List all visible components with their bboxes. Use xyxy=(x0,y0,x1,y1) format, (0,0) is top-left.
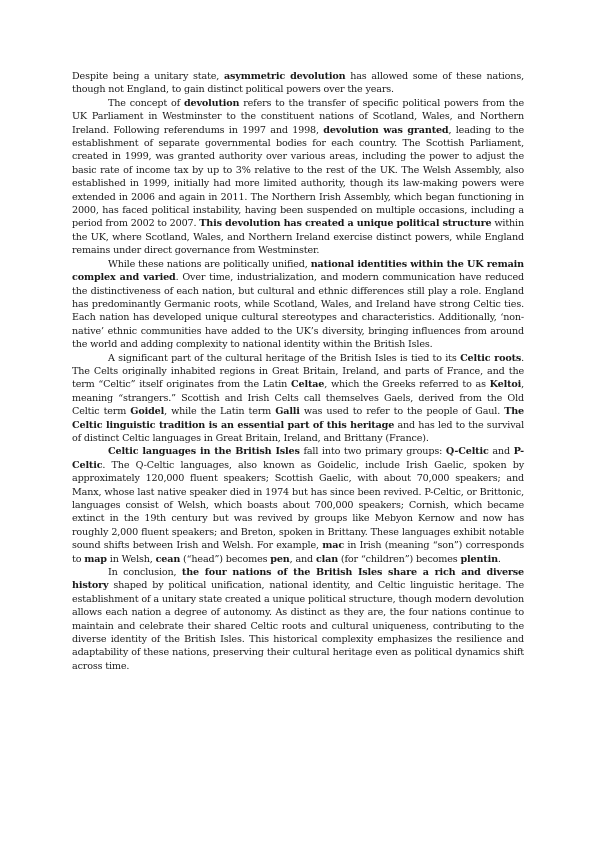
bold-text: The Celtic linguistic tradition is an essential part of this heritage xyxy=(72,406,524,431)
text-run: in Irish (meaning “son”) corresponds to xyxy=(72,540,525,565)
bold-text: asymmetric devolution xyxy=(223,71,346,82)
paragraph xyxy=(72,352,524,446)
bold-text: Celtic roots xyxy=(460,352,522,364)
bold-text: Keltoi xyxy=(489,379,522,391)
text-run: (for “children”) becomes xyxy=(338,553,461,565)
text-run: , meaning “strangers.” Scottish and Irish Celts call themselves Gaels, derived from the Old Celtic term xyxy=(72,379,524,418)
text-run: A significant part of the cultural heritage of the British Isles is tied to its xyxy=(108,352,461,364)
document-body xyxy=(72,70,524,673)
bold-text: mac xyxy=(322,540,345,552)
paragraph xyxy=(72,70,524,97)
bold-text: cean xyxy=(155,553,181,565)
bold-text: P-Celtic xyxy=(72,446,524,471)
bold-text: Celtae xyxy=(291,379,325,391)
bold-text: clan xyxy=(315,553,339,565)
text-run: fall into two primary groups: xyxy=(299,446,446,458)
text-run: , and xyxy=(289,553,316,565)
text-run: . xyxy=(497,553,501,565)
text-run: . The Celts originally inhabited regions in Great Britain, Ireland, and parts of France, and the term “Celtic” itself originates from the Latin xyxy=(72,352,525,391)
bold-text: Goidel xyxy=(130,406,165,418)
text-run: and xyxy=(488,446,514,458)
text-run: within the UK, where Scotland, Wales, and Northern Ireland exercise distinct powers, while England remains under direct governance from Westminster. xyxy=(72,218,525,257)
bold-text: Galli xyxy=(275,406,300,418)
text-run: Despite being a unitary state, xyxy=(72,71,224,82)
text-run: While these nations are politically unified, xyxy=(108,258,311,270)
bold-text: devolution xyxy=(183,97,240,109)
paragraph xyxy=(72,445,524,566)
text-run: refers to the transfer of specific political powers from the UK Parliament in Westminster to the constituent nations of Scotland, Wales, and Northern Ireland. Following referendums in 1997 and 1998, xyxy=(72,97,524,136)
text-run: , leading to the establishment of separate governmental bodies for each country. The Scottish Parliament, created in 1999, was granted authority over various areas, including the power to adjust the basic rate of income tax by up to 3% relative to the rest of the UK. The Welsh Assembly, also established in 1999, initially had more limited authority, though its law-making powers were extended in 2006 and again in 2011. The Northern Irish Assembly, which began functioning in 2000, has faced political instability, having been suspended on multiple occasions, including a period from 2002 to 2007. xyxy=(72,124,525,230)
bold-text: map xyxy=(84,553,107,565)
bold-text: This devolution has created a unique political structure xyxy=(199,218,492,230)
bold-text: the four nations of the British Isles share a rich and diverse history xyxy=(72,567,525,592)
bold-text: Q-Celtic xyxy=(445,446,489,458)
text-run: The concept of xyxy=(108,97,184,109)
bold-text: plentin xyxy=(460,553,498,565)
bold-text: Celtic languages in the British Isles xyxy=(108,446,300,458)
paragraph xyxy=(72,97,524,258)
bold-text: national identities within the UK remain complex and varied xyxy=(72,258,524,284)
bold-text: devolution was granted xyxy=(323,124,449,136)
text-run: shaped by political unification, national identity, and Celtic linguistic heritage. The establishment of a unitary state created a unique political structure, though modern devolution allows each nation a degree of autonomy. As distinct as they are, the four nations continue to maintain and celebrate their shared Celtic roots and cultural uniqueness, contributing to the diverse identity of the British Isles. This historical complexity emphasizes the resilience and adaptability of these nations, preserving their cultural heritage even as political dynamics shift across time. xyxy=(72,580,524,672)
text-run: . Over time, industrialization, and modern communication have reduced the distinctiveness of each nation, but cultural and ethnic differences still play a role. England has predominantly Germanic roots, while Scotland, Wales, and Ireland have strong Celtic ties. Each nation has developed unique cultural stereotypes and characteristics. Additionally, ‘non-native’ ethnic communities have added to the UK’s diversity, bringing influences from around the world and adding complexity to national identity within the British Isles. xyxy=(72,272,524,351)
text-run: in Welsh, xyxy=(106,553,156,565)
paragraph xyxy=(72,258,524,352)
text-run: was used to refer to the people of Gaul. xyxy=(299,406,505,418)
text-run: (“head”) becomes xyxy=(180,553,271,565)
text-run: has allowed some of these nations, though not England, to gain distinct political powers over the years. xyxy=(72,71,524,96)
text-run: , which the Greeks referred to as xyxy=(324,379,490,391)
text-run: , while the Latin term xyxy=(164,406,276,418)
text-run: In conclusion, xyxy=(108,567,182,579)
text-run: . The Q-Celtic languages, also known as Goidelic, include Irish Gaelic, spoken by approximately 120,000 fluent speakers; Scottish Gaelic, with about 70,000 speakers; and Manx, whose last native speaker died in 1974 but has since been revived. P-Celtic, or Brittonic, languages consist of Welsh, which boasts about 700,000 speakers; Cornish, which became extinct in the 19th century but was revived by groups like Mebyon Kernow and now has roughly 2,000 fluent speakers; and Breton, spoken in Brittany. These languages exhibit notable sound shifts between Irish and Welsh. For example, xyxy=(72,459,524,552)
bold-text: pen xyxy=(270,553,290,565)
paragraph xyxy=(72,566,524,673)
text-run: and has led to the survival of distinct Celtic languages in Great Britain, Ireland, and Brittany (France). xyxy=(72,419,524,444)
